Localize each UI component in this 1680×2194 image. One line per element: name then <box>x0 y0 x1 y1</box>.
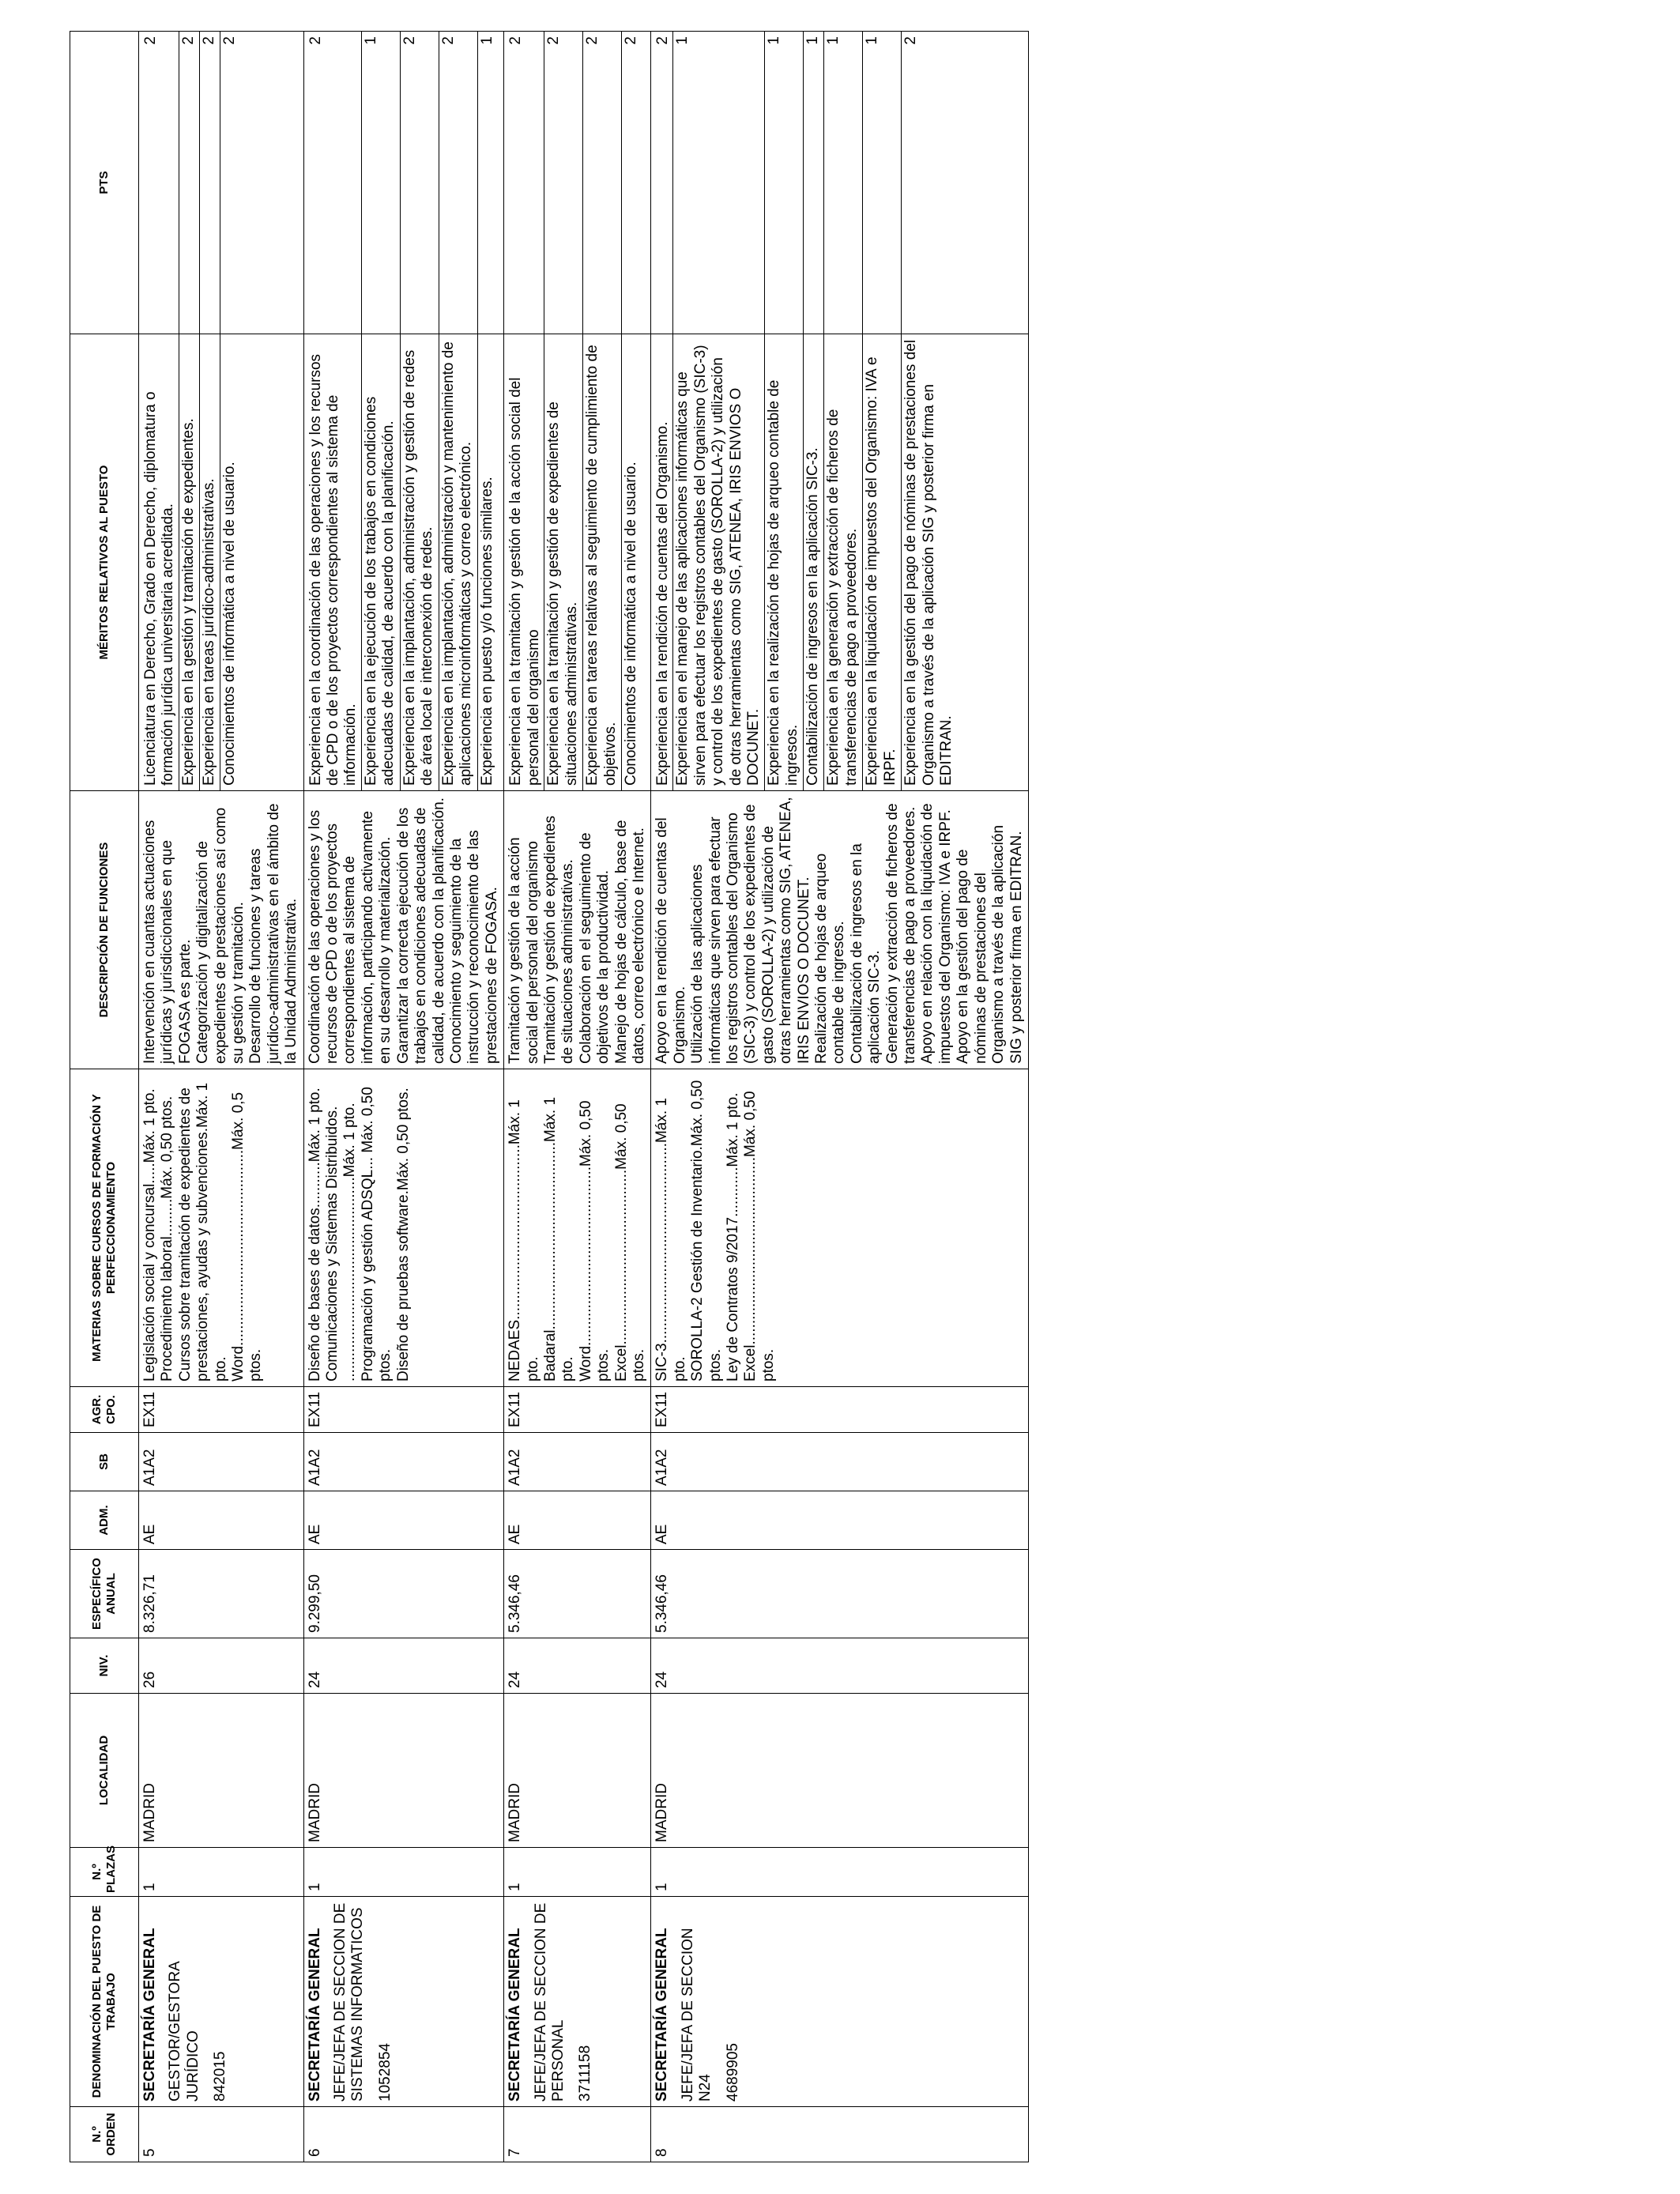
cell-agr-text: EX11 <box>507 1391 524 1427</box>
header-pts: PTS <box>70 32 139 334</box>
cell-nivel <box>504 1638 651 1694</box>
course-item: Programación y gestión ADSQL... Máx. 0,50 ptos. <box>359 1087 394 1382</box>
function-item: Manejo de hojas de cálculo, base de datos, correo electrónico e Internet. <box>612 820 647 1064</box>
unit-name: SECRETARÍA GENERAL <box>141 1928 158 2102</box>
points-item: 1 <box>862 32 901 334</box>
post-code: 3711158 <box>577 2045 594 2102</box>
post-title: JEFE/JEFA DE SECCION N24 <box>679 1928 714 2102</box>
points-item: 2 <box>901 32 957 334</box>
points-item: 2 <box>220 32 240 334</box>
cell-pts <box>651 32 1029 334</box>
cell-sb-text: A1A2 <box>654 1449 671 1486</box>
function-item: Colaboración en el seguimiento de objetivos de la productividad. <box>577 832 612 1064</box>
function-item: Generación y extracción de ficheros de transferencias de pago a proveedores. <box>883 803 919 1064</box>
header-denominacion: DENOMINACIÓN DEL PUESTO DE TRABAJO <box>70 1897 139 2107</box>
course-item: NEDAES..........................................Máx. 1 pto. <box>507 1099 541 1382</box>
cell-nivel-text: 24 <box>507 1671 524 1688</box>
cell-funciones <box>651 791 1029 1069</box>
unit-name: SECRETARÍA GENERAL <box>507 1928 524 2102</box>
header-materias: MATERIAS SOBRE CURSOS DE FORMACIÓN Y PERFECCIONAMIENTO <box>70 1069 139 1387</box>
post-title: GESTOR/GESTORA JURÍDICO <box>167 1962 202 2102</box>
cell-orden <box>651 2107 1029 2162</box>
points-item: 1 <box>672 32 764 334</box>
function-item: Apoyo en relación con la liquidación de impuestos del Organismo: IVA e IRPF. <box>919 803 954 1064</box>
merit-item: Experiencia en la realización de hojas de arqueo contable de ingresos. <box>764 334 803 790</box>
cell-localidad <box>651 1694 1029 1848</box>
course-item: Word...............................................Máx. 0,5 ptos. <box>230 1091 265 1382</box>
points-item: 1 <box>803 32 823 334</box>
cell-plazas <box>303 1848 503 1897</box>
cell-localidad <box>504 1694 651 1848</box>
unit-name: SECRETARÍA GENERAL <box>306 1928 323 2102</box>
header-adm: ADM. <box>70 1491 139 1550</box>
header-localidad: LOCALIDAD <box>70 1694 139 1848</box>
cell-nivel-text: 26 <box>141 1671 158 1688</box>
header-nivel: NIV. <box>70 1638 139 1694</box>
cell-adm-text: AE <box>306 1524 323 1544</box>
header-agr: AGR. CPO. <box>70 1387 139 1433</box>
cell-adm-text: AE <box>141 1524 158 1544</box>
function-item: Intervención en cuantas actuaciones jurídicas y jurisdiccionales en que FOGASA es parte. <box>141 820 194 1064</box>
points-item: 1 <box>477 32 498 334</box>
course-item: Diseño de bases de datos...........Máx. 1 pto. <box>306 1088 323 1382</box>
cell-especifico-text: 5.346,46 <box>654 1574 671 1633</box>
function-item: Tramitación y gestión de la acción social del personal del organismo <box>507 837 541 1064</box>
cell-sb-text: A1A2 <box>306 1449 323 1486</box>
cell-localidad <box>139 1694 304 1848</box>
function-item: Apoyo en la rendición de cuentas del Organismo. <box>654 817 688 1064</box>
table-row <box>303 32 503 2162</box>
cell-nivel-text: 24 <box>654 1671 671 1688</box>
cell-orden <box>303 2107 503 2162</box>
course-item: Procedimiento laboral.........Máx. 0,50 ptos. <box>159 1095 176 1382</box>
merit-item: Experiencia en la ejecución de los trabajos en condiciones adecuadas de calidad, de acuerdo con la planificación. <box>361 334 400 790</box>
cell-denominacion <box>139 1897 304 2107</box>
cell-meritos <box>504 334 651 791</box>
cell-materias <box>139 1069 304 1387</box>
merit-item: Experiencia en la implantación, administración y mantenimiento de aplicaciones microinformáticas y correo electrónico. <box>439 334 477 790</box>
cell-agr-text: EX11 <box>141 1391 158 1427</box>
cell-agr-text: EX11 <box>306 1391 323 1427</box>
merit-item: Experiencia en la gestión y tramitación de expedientes. <box>179 334 199 790</box>
cell-sb-text: A1A2 <box>141 1449 158 1486</box>
cell-plazas <box>504 1848 651 1897</box>
function-item: Tramitación y gestión de expedientes de situaciones administrativas. <box>541 815 577 1064</box>
course-item: Ley de Contratos 9/2017............Máx. 1 pto. <box>725 1092 741 1382</box>
cell-materias <box>651 1069 1029 1387</box>
course-item: Comunicaciones y Sistemas Distribuidos. .................................................Máx. 1 pto. <box>324 1103 359 1382</box>
post-code: 842015 <box>212 2051 229 2102</box>
merit-item: Experiencia en la generación y extracción de ficheros de transferencias de pago a proveedores. <box>823 334 862 790</box>
points-item: 2 <box>179 32 199 334</box>
cell-sb-text: A1A2 <box>507 1449 524 1486</box>
cell-localidad-text: MADRID <box>507 1783 524 1842</box>
unit-name: SECRETARÍA GENERAL <box>654 1928 671 2102</box>
cell-funciones <box>303 791 503 1069</box>
cell-orden-text: 5 <box>141 2148 158 2157</box>
cell-meritos <box>651 334 1029 791</box>
cell-nivel <box>303 1638 503 1694</box>
table-row <box>139 32 304 2162</box>
merit-item: Experiencia en la gestión del pago de nóminas de prestaciones del Organismo a través de la aplicación SIG y posterior firma en EDITRAN. <box>901 334 957 790</box>
cell-agr <box>139 1387 304 1433</box>
cell-funciones <box>504 791 651 1069</box>
merit-item: Experiencia en tareas relativas al seguimiento de cumplimiento de objetivos. <box>582 334 621 790</box>
job-positions-table <box>70 31 1029 2162</box>
cell-funciones <box>139 791 304 1069</box>
cell-pts <box>139 32 304 334</box>
function-item: Utilización de las aplicaciones informáticas que sirven para efectuar los registros contables del Organismo (SIC-3) y control de los expedientes de gasto (SOROLLA-2) y utilización de otras herramientas como SIG, ATENEA, IRIS ENVIOS O DOCUNET. <box>689 797 812 1064</box>
cell-localidad-text: MADRID <box>654 1783 671 1842</box>
function-item: Categorización y digitalización de expedientes de prestaciones así como su gestión y tramitación. <box>194 807 247 1064</box>
points-item: 2 <box>544 32 582 334</box>
cell-localidad <box>303 1694 503 1848</box>
table-row <box>504 32 651 2162</box>
table-row <box>651 32 1029 2162</box>
points-item: 2 <box>439 32 477 334</box>
cell-sb <box>651 1433 1029 1491</box>
cell-especifico <box>303 1550 503 1638</box>
course-item: Legislación social y concursal.....Máx. 1 pto. <box>141 1088 158 1382</box>
merit-item: Licenciatura en Derecho, Grado en Derecho, diplomatura o formación jurídica universitaria acreditada. <box>142 391 177 786</box>
function-item: Garantizar la correcta ejecución de los trabajos en condiciones adecuadas de calidad, de acuerdo con la planificación. Conocimiento y seguimiento de la instrucción y reconocimiento de las prestaciones de FOGASA. <box>394 797 500 1064</box>
course-item: Badaral.............................................Máx. 1 pto. <box>541 1096 577 1382</box>
cell-denominacion <box>303 1897 503 2107</box>
merit-item: Experiencia en la rendición de cuentas del Organismo. <box>654 421 672 786</box>
cell-materias <box>504 1069 651 1387</box>
function-item: Contabilización de ingresos en la aplicación SIC-3. <box>848 843 883 1064</box>
cell-plazas <box>651 1848 1029 1897</box>
cell-localidad-text: MADRID <box>141 1783 158 1842</box>
cell-plazas <box>139 1848 304 1897</box>
course-item: Cursos sobre tramitación de expedientes de prestaciones, ayudas y subvenciones.Máx. 1 pto. <box>176 1082 229 1382</box>
cell-materias <box>303 1069 503 1387</box>
cell-adm <box>139 1491 304 1550</box>
cell-agr <box>504 1387 651 1433</box>
cell-orden-text: 7 <box>507 2148 524 2157</box>
course-item: Word...........................................Máx. 0,50 ptos. <box>577 1100 612 1382</box>
cell-meritos <box>303 334 503 791</box>
function-item: Realización de hojas de arqueo contable de ingresos. <box>813 853 848 1064</box>
points-item: 2 <box>507 36 525 45</box>
merit-item: Experiencia en puesto y/o funciones similares. <box>477 334 498 790</box>
points-item: 2 <box>621 32 642 334</box>
course-item: Excel.............................................Máx. 0,50 ptos. <box>742 1091 777 1382</box>
cell-denominacion <box>504 1897 651 2107</box>
cell-pts <box>303 32 503 334</box>
header-orden: N.º ORDEN <box>70 2107 139 2162</box>
cell-especifico-text: 9.299,50 <box>306 1574 323 1633</box>
points-item: 2 <box>199 32 220 334</box>
cell-nivel-text: 24 <box>306 1671 323 1688</box>
merit-item: Experiencia en la coordinación de las operaciones y los recursos de CPD o de los proyectos correspondientes al sistema de información. <box>307 353 360 786</box>
merit-item: Conocimientos de informática a nivel de usuario. <box>621 334 642 790</box>
merit-item: Experiencia en la implantación, administración y gestión de redes de área local e interconexión de redes. <box>400 334 439 790</box>
cell-localidad-text: MADRID <box>306 1783 323 1842</box>
merit-item: Experiencia en el manejo de las aplicaciones informáticas que sirven para efectuar los registros contables del Organismo (SIC-3) y control de los expedientes de gasto (SOROLLA-2) y utilización de otras herramientas como SIG, ATENEA, IRIS ENVIOS O DOCUNET. <box>672 334 764 790</box>
cell-nivel <box>651 1638 1029 1694</box>
merit-item: Experiencia en la liquidación de impuestos del Organismo: IVA e IRPF. <box>862 334 901 790</box>
post-title: JEFE/JEFA DE SECCION DE PERSONAL <box>532 1902 567 2102</box>
cell-especifico-text: 5.346,46 <box>507 1574 524 1633</box>
cell-plazas-text: 1 <box>141 1883 158 1891</box>
table-header-row <box>70 32 139 2162</box>
cell-especifico <box>139 1550 304 1638</box>
cell-especifico <box>651 1550 1029 1638</box>
cell-orden-text: 6 <box>306 2148 323 2157</box>
points-item: 1 <box>361 32 400 334</box>
course-item: SIC-3................................................Máx. 1 pto. <box>654 1098 688 1382</box>
course-item: Diseño de pruebas software.Máx. 0,50 ptos. <box>394 1088 412 1382</box>
points-item: 2 <box>142 36 159 45</box>
points-item: 2 <box>654 36 672 45</box>
cell-adm <box>504 1491 651 1550</box>
header-meritos: MÉRITOS RELATIVOS AL PUESTO <box>70 334 139 791</box>
cell-adm <box>303 1491 503 1550</box>
header-funciones: DESCRIPCIÓN DE FUNCIONES <box>70 791 139 1069</box>
function-item: Coordinación de las operaciones y los recursos de CPD o de los proyectos correspondientes al sistema de información, participando activamente en su desarrollo y materialización. <box>306 809 394 1064</box>
cell-agr-text: EX11 <box>654 1391 671 1427</box>
header-sb: SB <box>70 1433 139 1491</box>
cell-nivel <box>139 1638 304 1694</box>
cell-adm-text: AE <box>654 1524 671 1544</box>
post-code: 1052854 <box>376 2043 394 2102</box>
points-item: 2 <box>307 36 324 45</box>
cell-plazas-text: 1 <box>306 1883 323 1891</box>
post-title: JEFE/JEFA DE SECCION DE SISTEMAS INFORMATICOS <box>332 1902 367 2102</box>
cell-orden <box>139 2107 304 2162</box>
cell-orden <box>504 2107 651 2162</box>
header-plazas: N.º PLAZAS <box>70 1848 139 1897</box>
post-code: 4689905 <box>724 2043 741 2102</box>
cell-plazas-text: 1 <box>507 1883 524 1891</box>
cell-meritos <box>139 334 304 791</box>
function-item: Apoyo en la gestión del pago de nóminas de prestaciones del Organismo a través de la aplicación SIG y posterior firma en EDITRAN. <box>955 824 1025 1064</box>
points-item: 1 <box>823 32 862 334</box>
points-item: 2 <box>400 32 439 334</box>
merit-item: Conocimientos de informática a nivel de usuario. <box>220 334 240 790</box>
points-item: 2 <box>582 32 621 334</box>
cell-pts <box>504 32 651 334</box>
cell-agr <box>651 1387 1029 1433</box>
cell-plazas-text: 1 <box>654 1883 671 1891</box>
cell-agr <box>303 1387 503 1433</box>
cell-orden-text: 8 <box>654 2148 671 2157</box>
cell-sb <box>303 1433 503 1491</box>
cell-adm <box>651 1491 1029 1550</box>
merit-item: Contabilización de ingresos en la aplicación SIC-3. <box>803 334 823 790</box>
function-item: Desarrollo de funciones y tareas jurídico-administrativas en el ámbito de la Unidad Administrativa. <box>247 803 300 1064</box>
header-especifico: ESPECÍFICO ANUAL <box>70 1550 139 1638</box>
merit-item: Experiencia en la tramitación y gestión de la acción social del personal del organismo <box>507 377 542 786</box>
merit-item: Experiencia en tareas jurídico-administrativas. <box>199 334 220 790</box>
cell-sb <box>504 1433 651 1491</box>
table-body <box>139 32 1029 2162</box>
course-item: Excel..........................................Máx. 0,50 ptos. <box>612 1103 647 1382</box>
merit-item: Experiencia en la tramitación y gestión de expedientes de situaciones administrativas. <box>544 334 582 790</box>
cell-sb <box>139 1433 304 1491</box>
course-item: SOROLLA-2 Gestión de Inventario.Máx. 0,50 ptos. <box>689 1080 724 1382</box>
cell-adm-text: AE <box>507 1524 524 1544</box>
cell-especifico <box>504 1550 651 1638</box>
cell-especifico-text: 8.326,71 <box>141 1574 158 1633</box>
points-item: 1 <box>764 32 803 334</box>
cell-denominacion <box>651 1897 1029 2107</box>
